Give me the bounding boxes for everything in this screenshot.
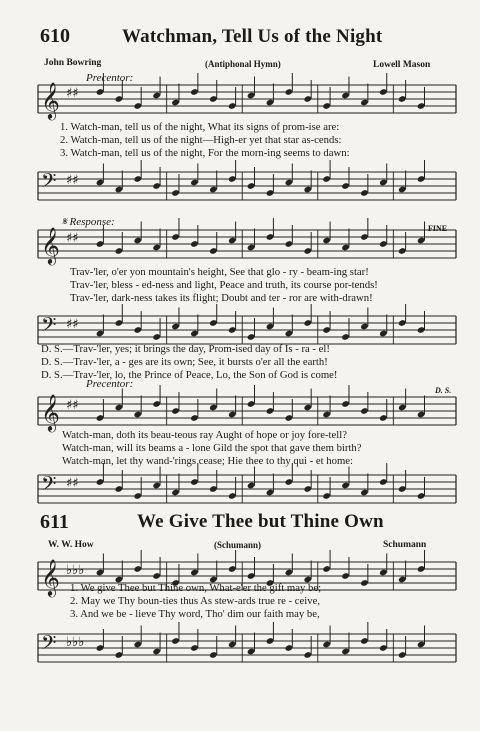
section-label-precentor-2: Precentor: xyxy=(86,378,134,390)
hymn-610-subtitle: (Antiphonal Hymn) xyxy=(205,59,281,69)
lyric-line: 3. And we be - lieve Thy word, Tho' dim our faith may be, xyxy=(70,608,320,620)
section-label-response xyxy=(62,216,115,229)
hymn-610-title: Watchman, Tell Us of the Night xyxy=(122,26,383,47)
hymn-611-subtitle: (Schumann) xyxy=(214,540,262,550)
lyric-line: 3. Watch-man, tell us of the night, For the morn-ing seems to dawn: xyxy=(60,147,350,159)
flats-key-icon: ♭♭♭ xyxy=(66,635,85,650)
hymn-611-composer: Schumann xyxy=(383,540,427,550)
bass-clef-icon: 𝄢 xyxy=(41,631,57,659)
fine-mark: FINE xyxy=(428,224,448,233)
treble-clef-icon: 𝄞 xyxy=(41,558,60,596)
lyric-line: D. S.—Trav-'ler, a - ges are its own; See, it bursts o'er all the earth! xyxy=(41,356,328,368)
lyric-line: D. S.—Trav-'ler, lo, the Prince of Peace, Lo, the Son of God is come! xyxy=(41,369,338,381)
ds-lyric-lines xyxy=(41,343,337,382)
lyric-line: 1. Watch-man, tell us of the night, What its signs of prom-ise are: xyxy=(60,121,340,133)
response-label: Response: xyxy=(69,216,115,228)
hymn-610-number: 610 xyxy=(40,25,70,47)
lyric-line: Trav-'ler, bless - ed-ness and light, Peace and truth, its course por-tends! xyxy=(70,279,378,291)
hymn-610-composer: Lowell Mason xyxy=(373,60,431,70)
lyric-line: D. S.—Trav-'ler, yes; it brings the day, Prom-ised day of Is - ra - el! xyxy=(41,343,330,355)
verse-lines-1 xyxy=(60,121,350,160)
flats-key-icon: ♭♭♭ xyxy=(66,563,85,578)
section-label-precentor: Precentor: xyxy=(86,72,134,84)
treble-clef-icon: 𝄞 xyxy=(41,226,60,264)
sharps-key-icon: ♯♯ xyxy=(66,86,79,101)
lyric-line: 2. May we Thy boun-ties thus As stew-ards true re - ceive, xyxy=(70,595,321,607)
lyric-line: Watch-man, let thy wand-'rings cease; Hie thee to thy qui - et home: xyxy=(62,455,354,467)
verse-lines-2 xyxy=(70,266,378,305)
bass-clef-icon: 𝄢 xyxy=(41,472,57,500)
lyric-line: Trav-'ler, o'er yon mountain's height, See that glo - ry - beam-ing star! xyxy=(70,266,369,278)
verse-lines-3 xyxy=(62,429,362,468)
sharps-key-icon: ♯♯ xyxy=(66,398,79,413)
hymn-611-verse-lines xyxy=(70,582,321,621)
lyric-line: Watch-man, doth its beau-teous ray Aught of hope or joy fore-tell? xyxy=(62,429,347,441)
treble-clef-icon: 𝄞 xyxy=(41,81,60,119)
lyric-line: 1. We give Thee but Thine own, What-e'er the gift may be; xyxy=(70,582,322,594)
hymn-611-number: 611 xyxy=(40,511,69,533)
bass-clef-icon: 𝄢 xyxy=(41,313,57,341)
lyric-line: 2. Watch-man, tell us of the night—High-er yet that star as-cends: xyxy=(60,134,342,146)
ds-mark: D. S. xyxy=(435,386,452,395)
segno-icon: 𝄋 xyxy=(62,216,70,228)
sharps-key-icon: ♯♯ xyxy=(66,173,79,188)
lyric-line: Watch-man, will its beams a - lone Gild the spot that gave them birth? xyxy=(62,442,362,454)
sharps-key-icon: ♯♯ xyxy=(66,231,79,246)
bass-clef-icon: 𝄢 xyxy=(41,169,57,197)
hymn-611-author: W. W. How xyxy=(48,540,94,550)
hymn-610-author: John Bowring xyxy=(44,58,102,68)
hymn-611-title: We Give Thee but Thine Own xyxy=(137,511,384,532)
treble-clef-icon: 𝄞 xyxy=(41,393,60,431)
lyric-line: Trav-'ler, dark-ness takes its flight; Doubt and ter - ror are with-drawn! xyxy=(70,292,373,304)
sharps-key-icon: ♯♯ xyxy=(66,476,79,491)
sharps-key-icon: ♯♯ xyxy=(66,317,79,332)
